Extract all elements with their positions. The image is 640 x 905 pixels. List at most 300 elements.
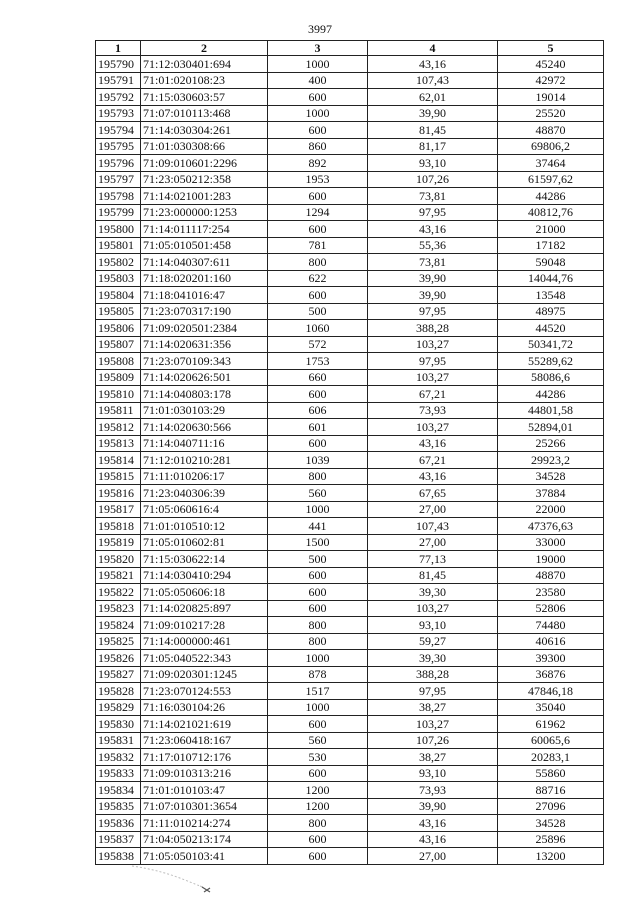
table-row xyxy=(96,72,604,89)
area-cell: 1060 xyxy=(268,320,368,337)
table-row xyxy=(96,551,604,568)
table-row xyxy=(96,831,604,848)
table-row xyxy=(96,402,604,419)
cadastral-number-cell: 71:09:010217:28 xyxy=(141,617,268,634)
value-cell: 25520 xyxy=(498,105,604,122)
row-number-cell: 195837 xyxy=(96,831,141,848)
area-cell: 601 xyxy=(268,419,368,436)
area-cell: 800 xyxy=(268,468,368,485)
column-header-1: 1 xyxy=(96,41,141,56)
value-cell: 25266 xyxy=(498,435,604,452)
area-cell: 1000 xyxy=(268,105,368,122)
row-number-cell: 195818 xyxy=(96,518,141,535)
table-row xyxy=(96,353,604,370)
area-cell: 400 xyxy=(268,72,368,89)
value-cell: 44520 xyxy=(498,320,604,337)
area-cell: 500 xyxy=(268,303,368,320)
rate-cell: 93,10 xyxy=(368,765,498,782)
cadastral-number-cell: 71:23:040306:39 xyxy=(141,485,268,502)
value-cell: 50341,72 xyxy=(498,336,604,353)
value-cell: 44801,58 xyxy=(498,402,604,419)
area-cell: 600 xyxy=(268,584,368,601)
table-row xyxy=(96,617,604,634)
area-cell: 600 xyxy=(268,386,368,403)
cadastral-number-cell: 71:05:010501:458 xyxy=(141,237,268,254)
rate-cell: 97,95 xyxy=(368,683,498,700)
table-row xyxy=(96,452,604,469)
cadastral-number-cell: 71:23:050212:358 xyxy=(141,171,268,188)
table-row xyxy=(96,567,604,584)
table-row xyxy=(96,287,604,304)
cadastral-number-cell: 71:16:030104:26 xyxy=(141,699,268,716)
row-number-cell: 195838 xyxy=(96,848,141,865)
area-cell: 622 xyxy=(268,270,368,287)
area-cell: 1953 xyxy=(268,171,368,188)
value-cell: 44286 xyxy=(498,188,604,205)
area-cell: 1517 xyxy=(268,683,368,700)
cadastral-number-cell: 71:07:010301:3654 xyxy=(141,798,268,815)
area-cell: 500 xyxy=(268,551,368,568)
row-number-cell: 195834 xyxy=(96,782,141,799)
rate-cell: 59,27 xyxy=(368,633,498,650)
table-row xyxy=(96,171,604,188)
value-cell: 23580 xyxy=(498,584,604,601)
rate-cell: 77,13 xyxy=(368,551,498,568)
value-cell: 69806,2 xyxy=(498,138,604,155)
value-cell: 52806 xyxy=(498,600,604,617)
cadastral-number-cell: 71:14:040711:16 xyxy=(141,435,268,452)
row-number-cell: 195812 xyxy=(96,419,141,436)
area-cell: 600 xyxy=(268,221,368,238)
area-cell: 600 xyxy=(268,122,368,139)
header-row xyxy=(96,41,604,56)
area-cell: 800 xyxy=(268,254,368,271)
cadastral-number-cell: 71:18:020201:160 xyxy=(141,270,268,287)
rate-cell: 39,90 xyxy=(368,105,498,122)
cadastral-number-cell: 71:14:030304:261 xyxy=(141,122,268,139)
cadastral-number-cell: 71:12:030401:694 xyxy=(141,56,268,73)
area-cell: 1000 xyxy=(268,650,368,667)
area-cell: 892 xyxy=(268,155,368,172)
column-header-4: 4 xyxy=(368,41,498,56)
value-cell: 37464 xyxy=(498,155,604,172)
table-row xyxy=(96,732,604,749)
page-number: 3997 xyxy=(308,22,332,36)
rate-cell: 103,27 xyxy=(368,716,498,733)
cadastral-number-cell: 71:01:010103:47 xyxy=(141,782,268,799)
table-row xyxy=(96,699,604,716)
table-row xyxy=(96,105,604,122)
value-cell: 59048 xyxy=(498,254,604,271)
value-cell: 39300 xyxy=(498,650,604,667)
area-cell: 660 xyxy=(268,369,368,386)
cadastral-number-cell: 71:12:010210:281 xyxy=(141,452,268,469)
area-cell: 800 xyxy=(268,815,368,832)
row-number-cell: 195797 xyxy=(96,171,141,188)
rate-cell: 73,93 xyxy=(368,782,498,799)
cadastral-number-cell: 71:05:040522:343 xyxy=(141,650,268,667)
cadastral-number-cell: 71:14:021021:619 xyxy=(141,716,268,733)
rate-cell: 97,95 xyxy=(368,204,498,221)
table-row xyxy=(96,237,604,254)
area-cell: 878 xyxy=(268,666,368,683)
area-cell: 560 xyxy=(268,485,368,502)
table-row xyxy=(96,254,604,271)
value-cell: 55860 xyxy=(498,765,604,782)
area-cell: 1000 xyxy=(268,501,368,518)
area-cell: 1039 xyxy=(268,452,368,469)
row-number-cell: 195830 xyxy=(96,716,141,733)
cadastral-number-cell: 71:23:000000:1253 xyxy=(141,204,268,221)
area-cell: 600 xyxy=(268,567,368,584)
table-row xyxy=(96,155,604,172)
row-number-cell: 195799 xyxy=(96,204,141,221)
cadastral-number-cell: 71:05:060616:4 xyxy=(141,501,268,518)
rate-cell: 107,43 xyxy=(368,518,498,535)
row-number-cell: 195810 xyxy=(96,386,141,403)
table-row xyxy=(96,188,604,205)
row-number-cell: 195801 xyxy=(96,237,141,254)
area-cell: 1753 xyxy=(268,353,368,370)
rate-cell: 27,00 xyxy=(368,534,498,551)
cadastral-number-cell: 71:17:010712:176 xyxy=(141,749,268,766)
value-cell: 40616 xyxy=(498,633,604,650)
value-cell: 33000 xyxy=(498,534,604,551)
rate-cell: 67,21 xyxy=(368,452,498,469)
row-number-cell: 195792 xyxy=(96,89,141,106)
cadastral-number-cell: 71:07:010113:468 xyxy=(141,105,268,122)
table-row xyxy=(96,633,604,650)
area-cell: 600 xyxy=(268,600,368,617)
table-row xyxy=(96,56,604,73)
table-row xyxy=(96,749,604,766)
cadastral-number-cell: 71:14:020825:897 xyxy=(141,600,268,617)
area-cell: 600 xyxy=(268,435,368,452)
rate-cell: 39,90 xyxy=(368,287,498,304)
table-row xyxy=(96,369,604,386)
rate-cell: 103,27 xyxy=(368,369,498,386)
row-number-cell: 195805 xyxy=(96,303,141,320)
value-cell: 58086,6 xyxy=(498,369,604,386)
value-cell: 35040 xyxy=(498,699,604,716)
row-number-cell: 195800 xyxy=(96,221,141,238)
rate-cell: 388,28 xyxy=(368,666,498,683)
table-row xyxy=(96,204,604,221)
table-row xyxy=(96,716,604,733)
value-cell: 48870 xyxy=(498,567,604,584)
rate-cell: 93,10 xyxy=(368,617,498,634)
row-number-cell: 195806 xyxy=(96,320,141,337)
rate-cell: 39,30 xyxy=(368,650,498,667)
table-row xyxy=(96,534,604,551)
cadastral-number-cell: 71:04:050213:174 xyxy=(141,831,268,848)
value-cell: 25896 xyxy=(498,831,604,848)
table-row xyxy=(96,798,604,815)
value-cell: 47376,63 xyxy=(498,518,604,535)
cadastral-number-cell: 71:01:030308:66 xyxy=(141,138,268,155)
row-number-cell: 195807 xyxy=(96,336,141,353)
cadastral-number-cell: 71:15:030603:57 xyxy=(141,89,268,106)
table-row xyxy=(96,600,604,617)
row-number-cell: 195832 xyxy=(96,749,141,766)
cadastral-number-cell: 71:14:020626:501 xyxy=(141,369,268,386)
row-number-cell: 195835 xyxy=(96,798,141,815)
value-cell: 48975 xyxy=(498,303,604,320)
row-number-cell: 195823 xyxy=(96,600,141,617)
value-cell: 88716 xyxy=(498,782,604,799)
area-cell: 1200 xyxy=(268,782,368,799)
table-row xyxy=(96,650,604,667)
area-cell: 606 xyxy=(268,402,368,419)
table-row xyxy=(96,501,604,518)
area-cell: 441 xyxy=(268,518,368,535)
rate-cell: 27,00 xyxy=(368,501,498,518)
row-number-cell: 195828 xyxy=(96,683,141,700)
table-row xyxy=(96,584,604,601)
cadastral-number-cell: 71:09:020301:1245 xyxy=(141,666,268,683)
cadastral-number-cell: 71:01:010510:12 xyxy=(141,518,268,535)
row-number-cell: 195827 xyxy=(96,666,141,683)
area-cell: 800 xyxy=(268,617,368,634)
row-number-cell: 195816 xyxy=(96,485,141,502)
rate-cell: 39,90 xyxy=(368,798,498,815)
row-number-cell: 195808 xyxy=(96,353,141,370)
value-cell: 17182 xyxy=(498,237,604,254)
rate-cell: 27,00 xyxy=(368,848,498,865)
value-cell: 13548 xyxy=(498,287,604,304)
rate-cell: 38,27 xyxy=(368,749,498,766)
cadastral-number-cell: 71:14:040307:611 xyxy=(141,254,268,271)
cadastral-number-cell: 71:01:030103:29 xyxy=(141,402,268,419)
row-number-cell: 195824 xyxy=(96,617,141,634)
cadastral-number-cell: 71:05:050606:18 xyxy=(141,584,268,601)
row-number-cell: 195809 xyxy=(96,369,141,386)
row-number-cell: 195831 xyxy=(96,732,141,749)
table-row xyxy=(96,765,604,782)
row-number-cell: 195803 xyxy=(96,270,141,287)
area-cell: 1500 xyxy=(268,534,368,551)
value-cell: 55289,62 xyxy=(498,353,604,370)
column-header-3: 3 xyxy=(268,41,368,56)
rate-cell: 107,26 xyxy=(368,732,498,749)
value-cell: 14044,76 xyxy=(498,270,604,287)
cadastral-number-cell: 71:05:010602:81 xyxy=(141,534,268,551)
table-row xyxy=(96,320,604,337)
table-header xyxy=(96,41,604,56)
cadastral-number-cell: 71:14:040803:178 xyxy=(141,386,268,403)
row-number-cell: 195817 xyxy=(96,501,141,518)
row-number-cell: 195815 xyxy=(96,468,141,485)
row-number-cell: 195814 xyxy=(96,452,141,469)
column-header-2: 2 xyxy=(141,41,268,56)
table-row xyxy=(96,221,604,238)
rate-cell: 55,36 xyxy=(368,237,498,254)
row-number-cell: 195791 xyxy=(96,72,141,89)
cadastral-number-cell: 71:09:010601:2296 xyxy=(141,155,268,172)
value-cell: 42972 xyxy=(498,72,604,89)
rate-cell: 93,10 xyxy=(368,155,498,172)
row-number-cell: 195829 xyxy=(96,699,141,716)
table-row xyxy=(96,336,604,353)
rate-cell: 43,16 xyxy=(368,831,498,848)
cadastral-number-cell: 71:11:010206:17 xyxy=(141,468,268,485)
row-number-cell: 195821 xyxy=(96,567,141,584)
rate-cell: 67,65 xyxy=(368,485,498,502)
cadastral-number-cell: 71:15:030622:14 xyxy=(141,551,268,568)
value-cell: 34528 xyxy=(498,468,604,485)
value-cell: 22000 xyxy=(498,501,604,518)
cadastral-number-cell: 71:11:010214:274 xyxy=(141,815,268,832)
area-cell: 800 xyxy=(268,633,368,650)
area-cell: 781 xyxy=(268,237,368,254)
table-row xyxy=(96,815,604,832)
cadastral-table xyxy=(95,40,604,865)
area-cell: 1294 xyxy=(268,204,368,221)
table-row xyxy=(96,270,604,287)
value-cell: 20283,1 xyxy=(498,749,604,766)
table-row xyxy=(96,303,604,320)
table-row xyxy=(96,89,604,106)
rate-cell: 73,81 xyxy=(368,254,498,271)
table-row xyxy=(96,518,604,535)
row-number-cell: 195796 xyxy=(96,155,141,172)
value-cell: 44286 xyxy=(498,386,604,403)
rate-cell: 73,81 xyxy=(368,188,498,205)
area-cell: 600 xyxy=(268,848,368,865)
row-number-cell: 195795 xyxy=(96,138,141,155)
area-cell: 860 xyxy=(268,138,368,155)
value-cell: 19000 xyxy=(498,551,604,568)
value-cell: 60065,6 xyxy=(498,732,604,749)
cadastral-number-cell: 71:23:070124:553 xyxy=(141,683,268,700)
row-number-cell: 195794 xyxy=(96,122,141,139)
rate-cell: 43,16 xyxy=(368,815,498,832)
row-number-cell: 195798 xyxy=(96,188,141,205)
value-cell: 19014 xyxy=(498,89,604,106)
row-number-cell: 195804 xyxy=(96,287,141,304)
rate-cell: 39,30 xyxy=(368,584,498,601)
rate-cell: 103,27 xyxy=(368,419,498,436)
rate-cell: 73,93 xyxy=(368,402,498,419)
area-cell: 560 xyxy=(268,732,368,749)
area-cell: 600 xyxy=(268,765,368,782)
table-body xyxy=(96,56,604,865)
rate-cell: 62,01 xyxy=(368,89,498,106)
cadastral-number-cell: 71:14:020631:356 xyxy=(141,336,268,353)
row-number-cell: 195825 xyxy=(96,633,141,650)
row-number-cell: 195833 xyxy=(96,765,141,782)
rate-cell: 43,16 xyxy=(368,221,498,238)
row-number-cell: 195826 xyxy=(96,650,141,667)
value-cell: 52894,01 xyxy=(498,419,604,436)
row-number-cell: 195836 xyxy=(96,815,141,832)
table-row xyxy=(96,435,604,452)
value-cell: 37884 xyxy=(498,485,604,502)
rate-cell: 39,90 xyxy=(368,270,498,287)
area-cell: 600 xyxy=(268,188,368,205)
value-cell: 29923,2 xyxy=(498,452,604,469)
rate-cell: 107,43 xyxy=(368,72,498,89)
cadastral-number-cell: 71:14:011117:254 xyxy=(141,221,268,238)
cadastral-number-cell: 71:14:000000:461 xyxy=(141,633,268,650)
area-cell: 1000 xyxy=(268,56,368,73)
value-cell: 13200 xyxy=(498,848,604,865)
row-number-cell: 195820 xyxy=(96,551,141,568)
table-row xyxy=(96,122,604,139)
table-row xyxy=(96,666,604,683)
column-header-5: 5 xyxy=(498,41,604,56)
rate-cell: 81,17 xyxy=(368,138,498,155)
row-number-cell: 195793 xyxy=(96,105,141,122)
table-row xyxy=(96,468,604,485)
table-row xyxy=(96,683,604,700)
cadastral-number-cell: 71:01:020108:23 xyxy=(141,72,268,89)
cadastral-number-cell: 71:23:060418:167 xyxy=(141,732,268,749)
value-cell: 40812,76 xyxy=(498,204,604,221)
row-number-cell: 195822 xyxy=(96,584,141,601)
value-cell: 74480 xyxy=(498,617,604,634)
area-cell: 600 xyxy=(268,89,368,106)
area-cell: 1200 xyxy=(268,798,368,815)
table-row xyxy=(96,386,604,403)
area-cell: 530 xyxy=(268,749,368,766)
cadastral-number-cell: 71:23:070109:343 xyxy=(141,353,268,370)
area-cell: 600 xyxy=(268,287,368,304)
cadastral-number-cell: 71:23:070317:190 xyxy=(141,303,268,320)
area-cell: 1000 xyxy=(268,699,368,716)
rate-cell: 81,45 xyxy=(368,122,498,139)
row-number-cell: 195819 xyxy=(96,534,141,551)
cadastral-number-cell: 71:09:010313:216 xyxy=(141,765,268,782)
rate-cell: 103,27 xyxy=(368,600,498,617)
cadastral-number-cell: 71:05:050103:41 xyxy=(141,848,268,865)
rate-cell: 388,28 xyxy=(368,320,498,337)
cadastral-number-cell: 71:09:020501:2384 xyxy=(141,320,268,337)
value-cell: 36876 xyxy=(498,666,604,683)
value-cell: 45240 xyxy=(498,56,604,73)
cadastral-number-cell: 71:18:041016:47 xyxy=(141,287,268,304)
value-cell: 27096 xyxy=(498,798,604,815)
table-row xyxy=(96,485,604,502)
rate-cell: 67,21 xyxy=(368,386,498,403)
table-row xyxy=(96,419,604,436)
area-cell: 600 xyxy=(268,716,368,733)
row-number-cell: 195813 xyxy=(96,435,141,452)
area-cell: 600 xyxy=(268,831,368,848)
cadastral-number-cell: 71:14:020630:566 xyxy=(141,419,268,436)
rate-cell: 97,95 xyxy=(368,303,498,320)
area-cell: 572 xyxy=(268,336,368,353)
table-row xyxy=(96,782,604,799)
scan-smudge-mark xyxy=(130,862,220,894)
table-row xyxy=(96,138,604,155)
value-cell: 61962 xyxy=(498,716,604,733)
row-number-cell: 195790 xyxy=(96,56,141,73)
rate-cell: 97,95 xyxy=(368,353,498,370)
row-number-cell: 195802 xyxy=(96,254,141,271)
row-number-cell: 195811 xyxy=(96,402,141,419)
rate-cell: 81,45 xyxy=(368,567,498,584)
cadastral-number-cell: 71:14:021001:283 xyxy=(141,188,268,205)
rate-cell: 43,16 xyxy=(368,435,498,452)
value-cell: 48870 xyxy=(498,122,604,139)
rate-cell: 103,27 xyxy=(368,336,498,353)
rate-cell: 43,16 xyxy=(368,468,498,485)
value-cell: 34528 xyxy=(498,815,604,832)
rate-cell: 43,16 xyxy=(368,56,498,73)
rate-cell: 38,27 xyxy=(368,699,498,716)
rate-cell: 107,26 xyxy=(368,171,498,188)
